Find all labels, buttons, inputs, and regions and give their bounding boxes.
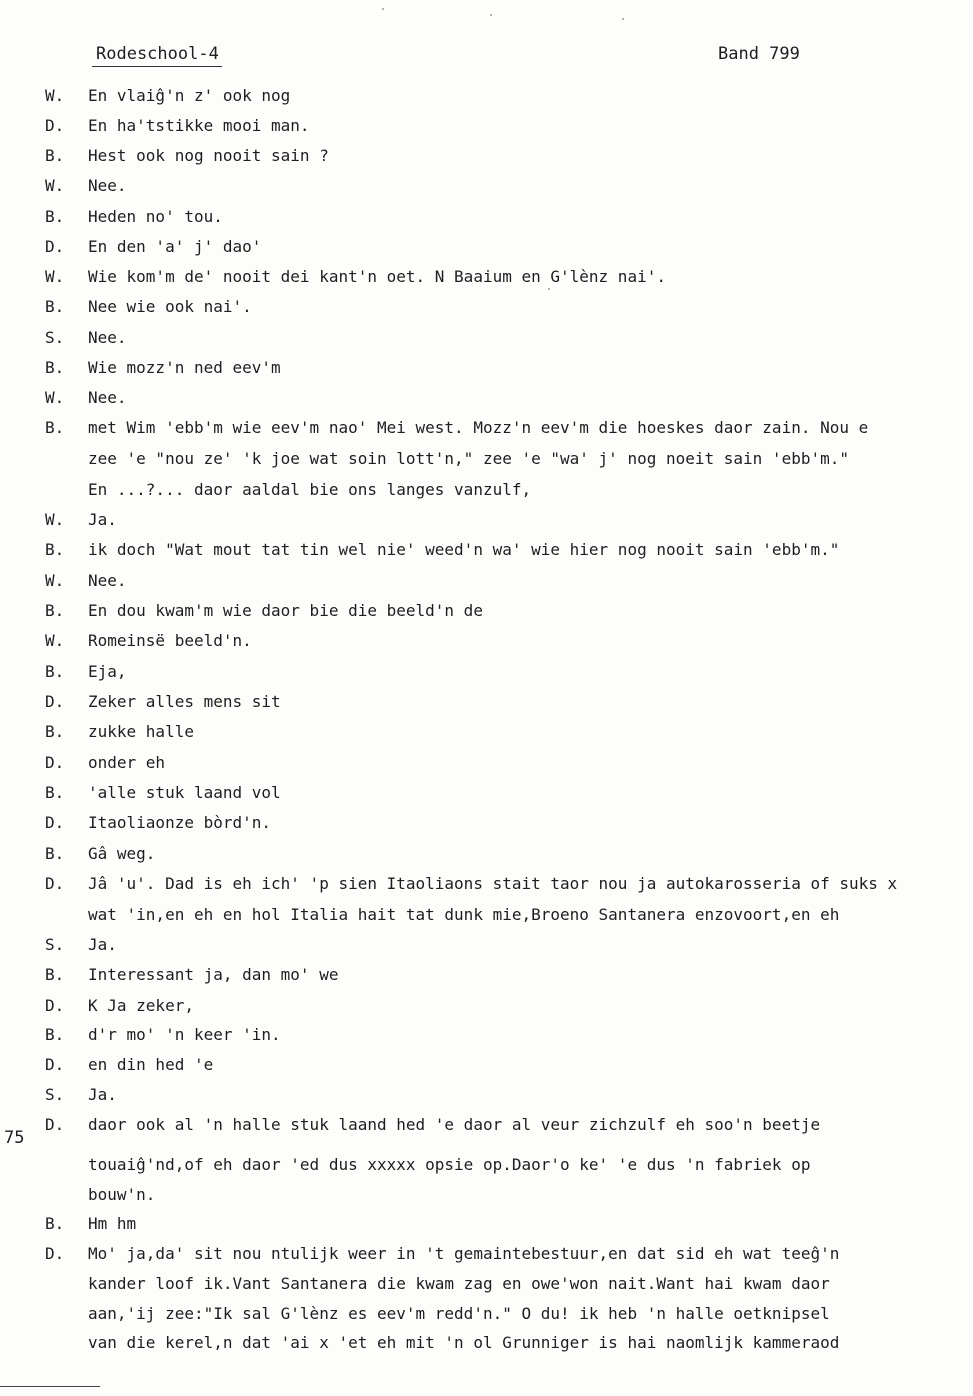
speaker-label: S. [45,935,65,954]
transcript-line [0,631,973,655]
transcript-line-continuation [0,1185,973,1209]
transcript-line [0,116,973,140]
utterance-text: en din hed 'e [88,1055,214,1074]
transcript-line-continuation [0,480,973,504]
transcript-line [0,844,973,868]
speaker-label: B. [45,662,65,681]
utterance-text: ik doch "Wat mout tat tin wel nie' weed'n wa' wie hier nog nooit sain 'ebb'm." [88,540,840,559]
speaker-label: B. [45,358,65,377]
utterance-text: Nee. [88,176,127,195]
speaker-label: W. [45,571,65,590]
transcript-line [0,176,973,200]
transcript-line-continuation [0,1304,973,1328]
transcript-line [0,662,973,686]
speaker-label: B. [45,844,65,863]
utterance-text: met Wim 'ebb'm wie eev'm nao' Mei west. Mozz'n eev'm die hoeskes daor zain. Nou e [88,418,869,437]
scan-speck [548,288,550,290]
utterance-text: Wie kom'm de' nooit dei kant'n oet. N Baaium en G'lènz nai'. [88,267,666,286]
utterance-text: bouw'n. [88,1185,156,1204]
utterance-text: Gâ weg. [88,844,156,863]
transcript-line [0,146,973,170]
speaker-label: W. [45,267,65,286]
speaker-label: W. [45,631,65,650]
utterance-text: daor ook al 'n halle stuk laand hed 'e daor al veur zichzulf eh soo'n beetje [88,1115,821,1134]
transcript-line [0,965,973,989]
utterance-text: Wie mozz'n ned eev'm [88,358,281,377]
utterance-text: K Ja zeker, [88,996,194,1015]
speaker-label: D. [45,237,65,256]
utterance-text: Zeker alles mens sit [88,692,281,711]
transcript-line-continuation [0,905,973,929]
scan-speck [622,18,624,20]
speaker-label: D. [45,692,65,711]
speaker-label: D. [45,1244,65,1263]
speaker-label: B. [45,722,65,741]
speaker-label: B. [45,540,65,559]
transcript-line [0,358,973,382]
transcript-line [0,237,973,261]
transcript-line [0,540,973,564]
utterance-text: En dou kwam'm wie daor bie die beeld'n de [88,601,483,620]
transcript-line [0,297,973,321]
speaker-label: B. [45,146,65,165]
utterance-text: kander loof ik.Vant Santanera die kwam zag en owe'won nait.Want hai kwam daor [88,1274,830,1293]
speaker-label: B. [45,601,65,620]
utterance-text: zee 'e "nou ze' 'k joe wat soin lott'n," zee 'e "wa' j' nog noeit sain 'ebb'm." [88,449,849,468]
utterance-text: Nee. [88,388,127,407]
speaker-label: S. [45,1085,65,1104]
transcript-line [0,1055,973,1079]
speaker-label: B. [45,1025,65,1044]
transcript-line [0,388,973,412]
scan-speck [382,8,384,10]
transcript-line-continuation [0,1274,973,1298]
header-band-number: Band 799 [718,44,800,64]
transcript-line [0,510,973,534]
transcript-line [0,1214,973,1238]
speaker-label: D. [45,996,65,1015]
speaker-label: B. [45,418,65,437]
utterance-text: Nee. [88,328,127,347]
utterance-text: Itaoliaonze bòrd'n. [88,813,272,832]
footer-rule [0,1386,100,1387]
utterance-text: 'alle stuk laand vol [88,783,281,802]
transcript-line [0,722,973,746]
utterance-text: En vlaiĝ'n z' ook nog [88,86,291,105]
transcript-line [0,207,973,231]
utterance-text: Jâ 'u'. Dad is eh ich' 'p sien Itaoliaons stait taor nou ja autokarosseria of suks x [88,874,898,893]
transcript-line [0,328,973,352]
utterance-text: onder eh [88,753,166,772]
utterance-text: aan,'ij zee:"Ik sal G'lènz es eev'm redd'n." O du! ik heb 'n halle oetknipsel [88,1304,830,1323]
utterance-text: En ha'tstikke mooi man. [88,116,310,135]
utterance-text: d'r mo' 'n keer 'in. [88,1025,281,1044]
speaker-label: B. [45,207,65,226]
transcript-line [0,935,973,959]
speaker-label: D. [45,1115,65,1134]
transcript-line [0,1115,973,1139]
speaker-label: D. [45,116,65,135]
speaker-label: S. [45,328,65,347]
utterance-text: Eja, [88,662,127,681]
speaker-label: B. [45,1214,65,1233]
utterance-text: Mo' ja,da' sit nou ntulijk weer in 't gemaintebestuur,en dat sid eh wat teeĝ'n [88,1244,840,1263]
utterance-text: van die kerel,n dat 'ai x 'et eh mit 'n ol Grunniger is hai naomlijk kammeraod [88,1333,840,1352]
utterance-text: touaiĝ'nd,of eh daor 'ed dus xxxxx opsie op.Daor'o ke' 'e dus 'n fabriek op [88,1155,811,1174]
utterance-text: Hest ook nog nooit sain ? [88,146,329,165]
utterance-text: Ja. [88,510,117,529]
utterance-text: Nee wie ook nai'. [88,297,252,316]
utterance-text: Hm hm [88,1214,137,1233]
transcript-line [0,571,973,595]
transcript-line [0,86,973,110]
speaker-label: D. [45,874,65,893]
transcript-line-continuation [0,1333,973,1357]
speaker-label: D. [45,1055,65,1074]
transcript-line-continuation [0,1155,973,1179]
utterance-text: Heden no' tou. [88,207,223,226]
margin-page-number: 75 [4,1128,25,1148]
speaker-label: D. [45,813,65,832]
transcript-line [0,267,973,291]
transcript-line [0,1085,973,1109]
speaker-label: D. [45,753,65,772]
speaker-label: B. [45,965,65,984]
transcript-line [0,813,973,837]
utterance-text: En den 'a' j' dao' [88,237,262,256]
utterance-text: Ja. [88,935,117,954]
scan-speck [490,14,492,16]
transcript-line [0,996,973,1020]
speaker-label: B. [45,783,65,802]
speaker-label: W. [45,86,65,105]
transcript-line [0,874,973,898]
transcript-line [0,783,973,807]
speaker-label: B. [45,297,65,316]
utterance-text: Romeinsë beeld'n. [88,631,252,650]
transcript-line-continuation [0,449,973,473]
utterance-text: Ja. [88,1085,117,1104]
transcript-line [0,1244,973,1268]
utterance-text: wat 'in,en eh en hol Italia hait tat dunk mie,Broeno Santanera enzovoort,en eh [88,905,840,924]
speaker-label: W. [45,176,65,195]
header-underline [92,66,222,67]
utterance-text: zukke halle [88,722,194,741]
transcript-line [0,753,973,777]
transcript-line [0,1025,973,1049]
transcript-line [0,692,973,716]
utterance-text: Interessant ja, dan mo' we [88,965,339,984]
utterance-text: Nee. [88,571,127,590]
speaker-label: W. [45,388,65,407]
utterance-text: En ...?... daor aaldal bie ons langes vanzulf, [88,480,532,499]
transcript-line [0,418,973,442]
speaker-label: W. [45,510,65,529]
transcript-line [0,601,973,625]
header-file-name: Rodeschool-4 [96,44,219,64]
